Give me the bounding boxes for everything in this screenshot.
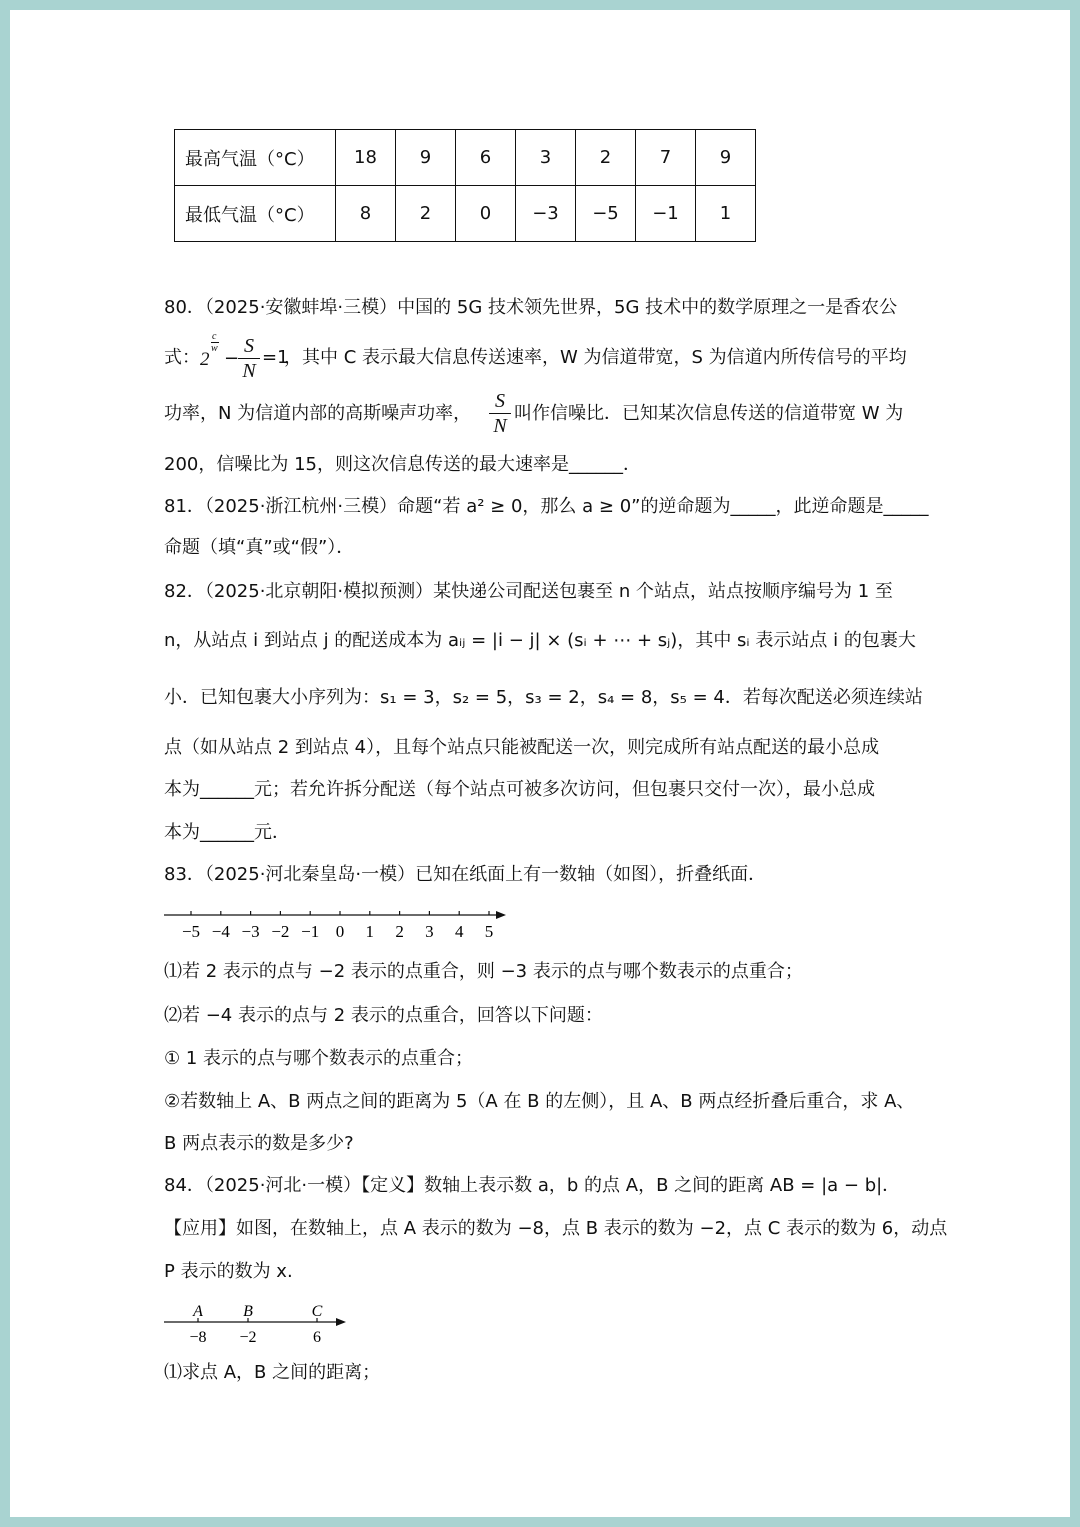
table-cell: 18 — [336, 130, 396, 186]
table-cell: 6 — [456, 130, 516, 186]
q83-part2-sub1: ① 1 表示的点与哪个数表示的点重合； — [164, 1048, 474, 1069]
table-row — [175, 186, 756, 242]
number-line-2 — [160, 1298, 360, 1358]
q80-line2-prefix: 式： — [164, 347, 200, 368]
axis-tick-label: −5 — [181, 922, 201, 941]
q80-line3: 叫作信噪比．已知某次信息传送的信道带宽 W 为 — [514, 403, 904, 424]
table-cell: −1 — [636, 186, 696, 242]
fraction-denominator: N — [242, 360, 256, 382]
axis-arrow — [496, 911, 506, 919]
q83-part1: ⑴若 2 表示的点与 −2 表示的点重合，则 −3 表示的点与哪个数表示的点重合； — [164, 961, 803, 982]
axis-tick-label: 1 — [365, 922, 375, 941]
q82-line5: 本为______元；若允许拆分配送（每个站点可被多次访问，但包裹只交付一次），最小总成 — [164, 779, 875, 800]
axis-tick-label: −3 — [241, 922, 260, 941]
point-value: 6 — [313, 1329, 321, 1346]
q80-line2: ，其中 C 表示最大信息传送速率，W 为信道带宽，S 为信道内所传信号的平均 — [284, 347, 907, 368]
table-cell: 8 — [336, 186, 396, 242]
fraction-bar — [238, 358, 260, 359]
formula-base: 2 — [200, 349, 210, 370]
axis-tick-label: 4 — [454, 922, 464, 941]
q84-part1: ⑴求点 A，B 之间的距离； — [164, 1362, 381, 1383]
row-header: 最高气温（°C） — [175, 130, 336, 186]
q81-line1: 81．（2025·浙江杭州·三模）命题“若 a² ≥ 0，那么 a ≥ 0”的逆命题为_____，此逆命题是_____ — [164, 496, 929, 517]
q82-line2: n，从站点 i 到站点 j 的配送成本为 aᵢⱼ = |i − j| × (sᵢ + ⋯ + sⱼ)，其中 sᵢ 表示站点 i 的包裹大 — [164, 630, 916, 651]
table-cell: 0 — [456, 186, 516, 242]
q83-part2-sub2-cont: B 两点表示的数是多少? — [164, 1133, 354, 1154]
q81-line2: 命题（填“真”或“假”）． — [164, 537, 355, 558]
table-cell: 9 — [396, 130, 456, 186]
fraction-denominator: N — [493, 415, 507, 437]
axis-tick-label: 0 — [335, 922, 345, 941]
formula-exp-c: c — [212, 331, 217, 342]
q82-line4: 点（如从站点 2 到站点 4），且每个站点只能被配送一次，则完成所有站点配送的最小总成 — [164, 737, 880, 758]
document-page — [10, 10, 1070, 1517]
table-cell: −3 — [516, 186, 576, 242]
axis-arrow — [336, 1318, 346, 1326]
axis-tick-label: −1 — [301, 922, 320, 941]
point-value: −2 — [239, 1329, 257, 1346]
q84-line3: P 表示的数为 x. — [164, 1261, 293, 1282]
point-letter: B — [243, 1303, 253, 1320]
row-header: 最低气温（°C） — [175, 186, 336, 242]
axis-tick-label: −4 — [211, 922, 230, 941]
table-cell: 1 — [696, 186, 756, 242]
table-cell: 2 — [576, 130, 636, 186]
axis-points — [189, 1303, 322, 1346]
q80-line4: 200，信噪比为 15，则这次信息传送的最大速率是______． — [164, 454, 641, 475]
formula-equals: =1 — [262, 347, 289, 368]
table-cell: 7 — [636, 130, 696, 186]
formula-exp-w: w — [211, 343, 218, 354]
q83-line1: 83．（2025·河北秦皇岛·一模）已知在纸面上有一数轴（如图），折叠纸面． — [164, 864, 767, 885]
axis-tick-label: 2 — [395, 922, 404, 941]
q83-part2: ⑵若 −4 表示的点与 2 表示的点重合，回答以下问题： — [164, 1005, 603, 1026]
formula-minus: − — [224, 348, 240, 369]
point-letter: A — [193, 1303, 203, 1320]
temperature-table — [174, 129, 756, 242]
point-letter: C — [311, 1303, 323, 1320]
q82-line3: 小．已知包裹大小序列为：s₁ = 3，s₂ = 5，s₃ = 2，s₄ = 8，s₅ = 4．若每次配送必须连续站 — [164, 687, 923, 708]
snr-fraction — [238, 335, 260, 382]
q83-part2-sub2: ②若数轴上 A、B 两点之间的距离为 5（A 在 B 的左侧），且 A、B 两点经折叠后重合，求 A、 — [164, 1091, 915, 1112]
q84-line2: 【应用】如图，在数轴上，点 A 表示的数为 −8，点 B 表示的数为 −2，点 C 表示的数为 6，动点 — [164, 1218, 948, 1239]
table-cell: 9 — [696, 130, 756, 186]
fraction-bar — [489, 413, 511, 414]
q80-line3-prefix: 功率，N 为信道内部的高斯噪声功率， — [164, 403, 472, 424]
q80-line1: 80．（2025·安徽蚌埠·三模）中国的 5G 技术领先世界，5G 技术中的数学原理之一是香农公 — [164, 297, 898, 318]
fraction-numerator: S — [495, 390, 505, 412]
axis-tick-label: −2 — [271, 922, 290, 941]
table-cell: 2 — [396, 186, 456, 242]
snr-fraction-2 — [489, 390, 511, 437]
table-row — [175, 130, 756, 186]
point-value: −8 — [189, 1329, 207, 1346]
table-cell: 3 — [516, 130, 576, 186]
axis-tick-label: 3 — [425, 922, 434, 941]
q82-line6: 本为______元． — [164, 822, 290, 843]
q82-line1: 82．（2025·北京朝阳·模拟预测）某快递公司配送包裹至 n 个站点，站点按顺序编号为 1 至 — [164, 581, 893, 602]
fraction-numerator: S — [244, 335, 254, 357]
axis-tick-label: 5 — [484, 922, 494, 941]
table-cell: −5 — [576, 186, 636, 242]
q84-line1: 84．（2025·河北·一模）【定义】数轴上表示数 a，b 的点 A，B 之间的距离 AB = |a − b|． — [164, 1175, 901, 1196]
number-line-1 — [160, 903, 520, 943]
